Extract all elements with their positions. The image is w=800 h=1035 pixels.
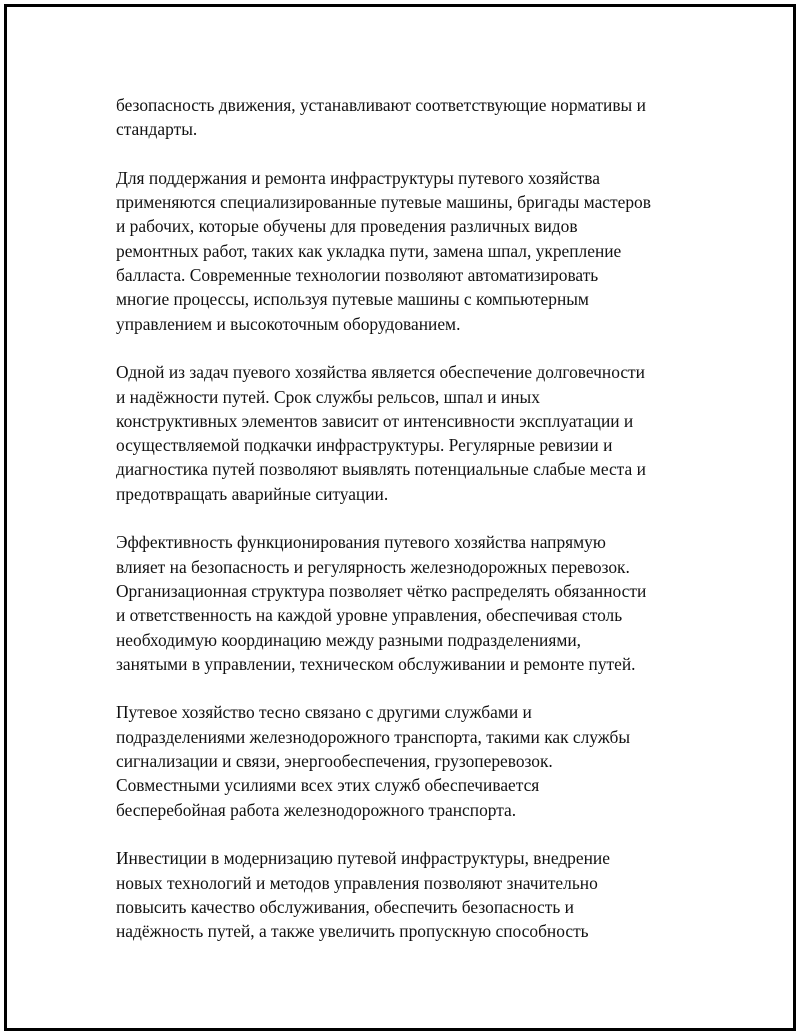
paragraph-6 <box>116 846 688 943</box>
paragraph-5 <box>116 700 688 821</box>
text-line: Путевое хозяйство тесно связано с другими службами и <box>116 702 532 723</box>
text-line: ремонтных работ, таких как укладка пути, замена шпал, укрепление <box>116 240 622 261</box>
text-line: необходимую координацию между разными подразделениями, <box>116 629 582 650</box>
text-line: Одной из задач пуевого хозяйства является обеспечение долговечности <box>116 362 645 383</box>
text-line: новых технологий и методов управления позволяют значительно <box>116 872 598 893</box>
text-line: подразделениями железнодорожного транспорта, такими как службы <box>116 726 631 747</box>
text-line: и ответственность на каждой уровне управления, обеспечивая столь <box>116 605 623 626</box>
text-line: стандарты. <box>116 119 198 140</box>
text-line: надёжность путей, а также увеличить пропускную способность <box>116 921 589 942</box>
text-line: Организационная структура позволяет чётко распределять обязанности <box>116 580 647 601</box>
text-line: балласта. Современные технологии позволяют автоматизировать <box>116 265 599 286</box>
text-line: Совместными усилиями всех этих служб обеспечивается <box>116 775 540 796</box>
text-line: управлением и высокоточным оборудованием. <box>116 313 461 334</box>
paragraph-3 <box>116 360 688 506</box>
text-line: Для поддержания и ремонта инфраструктуры путевого хозяйства <box>116 167 600 188</box>
paragraph-4 <box>116 530 688 676</box>
text-line: многие процессы, используя путевые машины с компьютерным <box>116 289 589 310</box>
text-line: конструктивных элементов зависит от интенсивности эксплуатации и <box>116 410 634 431</box>
text-line: применяются специализированные путевые машины, бригады мастеров <box>116 192 651 213</box>
text-line: и надёжности путей. Срок службы рельсов, шпал и иных <box>116 386 540 407</box>
text-line: Эффективность функционирования путевого хозяйства напрямую <box>116 532 606 553</box>
text-line: предотвращать аварийные ситуации. <box>116 483 389 504</box>
document-body <box>116 93 688 968</box>
text-line: бесперебойная работа железнодорожного транспорта. <box>116 799 517 820</box>
text-line: и рабочих, которые обучены для проведения различных видов <box>116 216 578 237</box>
paragraph-2 <box>116 166 688 336</box>
paragraph-1 <box>116 93 688 142</box>
text-line: сигнализации и связи, энергообеспечения, грузоперевозок. <box>116 751 553 772</box>
text-line: осуществляемой подкачки инфраструктуры. Регулярные ревизии и <box>116 435 613 456</box>
text-line: безопасность движения, устанавливают соответствующие нормативы и <box>116 95 646 115</box>
text-line: занятыми в управлении, техническом обслуживании и ремонте путей. <box>116 653 636 674</box>
text-line: диагностика путей позволяют выявлять потенциальные слабые места и <box>116 459 646 480</box>
text-line: влияет на безопасность и регулярность железнодорожных перевозок. <box>116 556 630 577</box>
text-line: Инвестиции в модернизацию путевой инфраструктуры, внедрение <box>116 848 610 869</box>
text-line: повысить качество обслуживания, обеспечить безопасность и <box>116 896 574 917</box>
